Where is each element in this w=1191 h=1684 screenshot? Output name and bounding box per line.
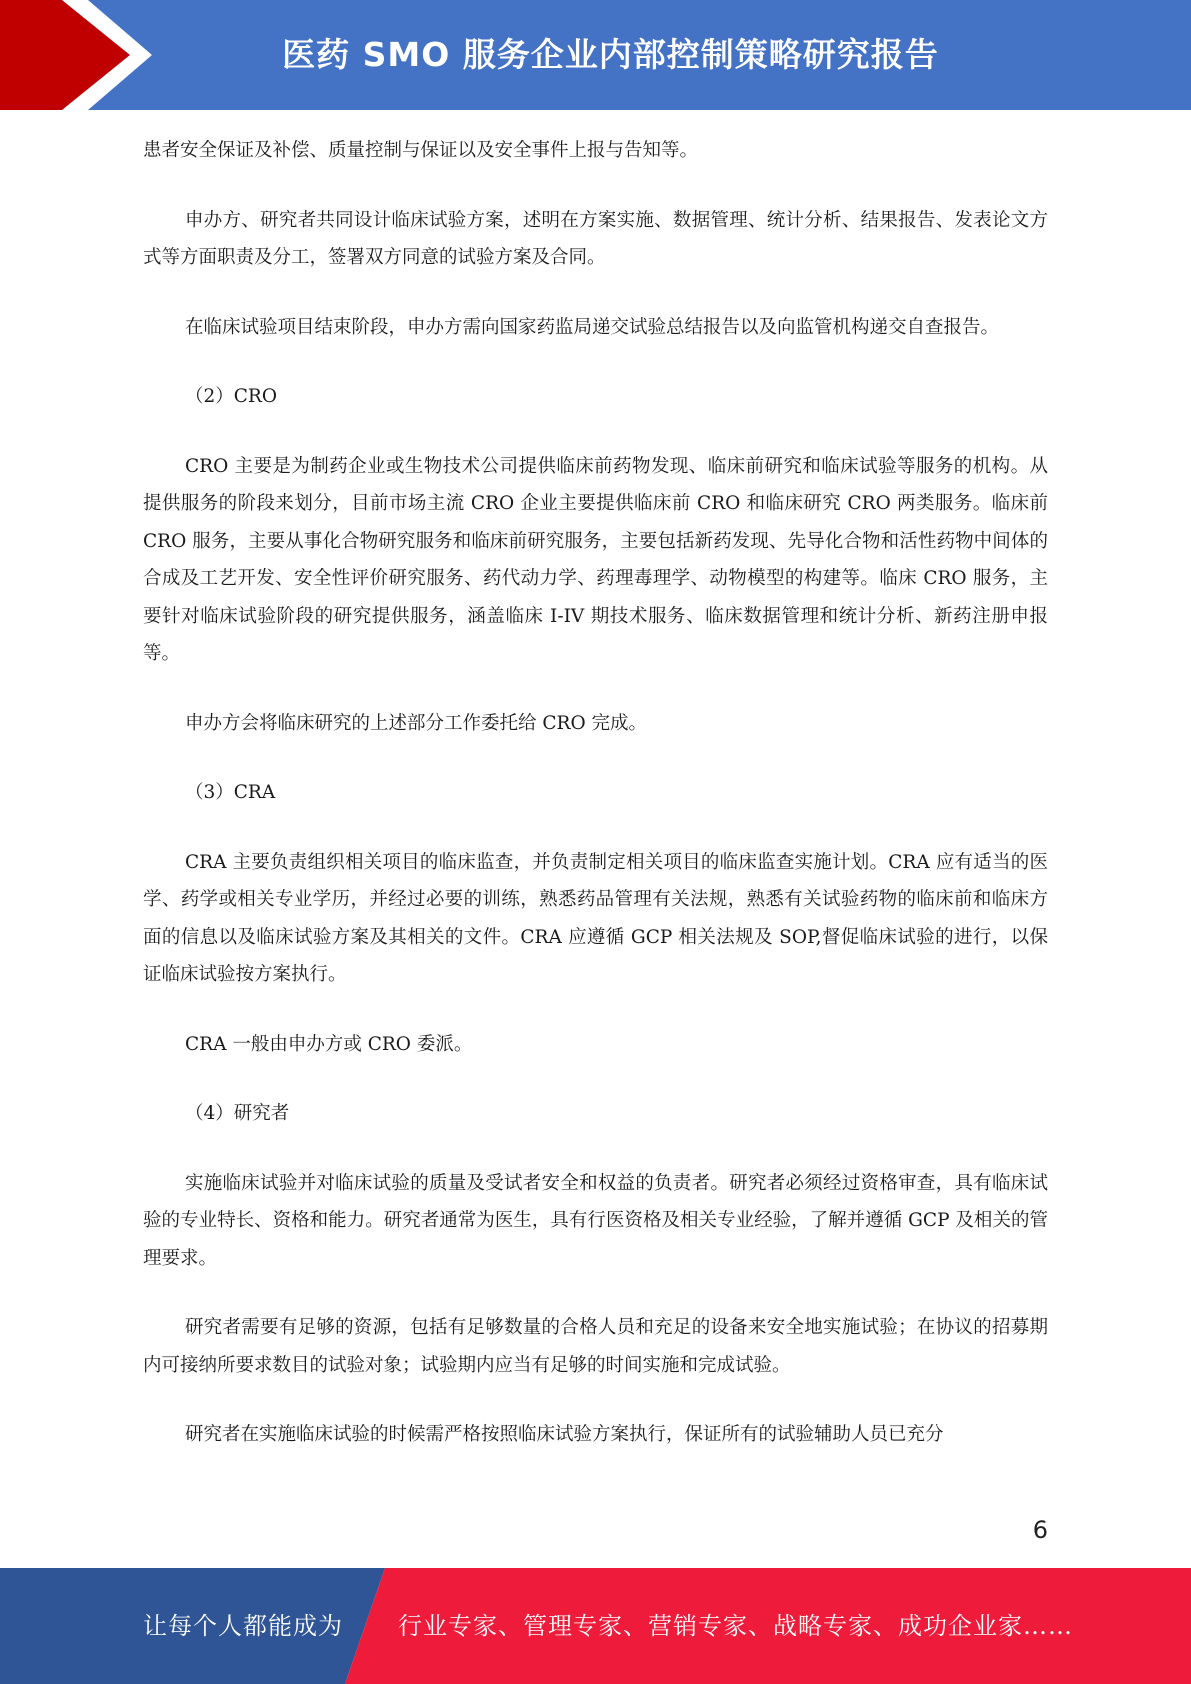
paragraph: CRO 主要是为制药企业或生物技术公司提供临床前药物发现、临床前研究和临床试验等服务的机构。从提供服务的阶段来划分，目前市场主流 CRO 企业主要提供临床前 CRO 和临床研究 CRO 两类服务。临床前 CRO 服务，主要从事化合物研究服务和临床前研究服务，主要包括新药发现、先导化合物和活性药物中间体的合成及工艺开发、安全性评价研究服务、药代动力学、药理毒理学、动物模型的构建等。临床 CRO 服务，主要针对临床试验阶段的研究提供服务，涵盖临床 I-IV 期技术服务、临床数据管理和统计分析、新药注册申报等。 [143,455,1048,664]
paragraph: 申办方会将临床研究的上述部分工作委托给 CRO 完成。 [185,712,648,734]
page-header [0,0,1191,110]
paragraph: 研究者在实施临床试验的时候需严格按照临床试验方案执行，保证所有的试验辅助人员已充分 [185,1424,944,1445]
paragraph: 申办方、研究者共同设计临床试验方案，述明在方案实施、数据管理、统计分析、结果报告、发表论文方式等方面职责及分工，签署双方同意的试验方案及合同。 [143,209,1048,268]
report-title: 医药 SMO 服务企业内部控制策略研究报告 [282,35,939,74]
paragraph: 实施临床试验并对临床试验的质量及受试者安全和权益的负责者。研究者必须经过资格审查，具有临床试验的专业特长、资格和能力。研究者通常为医生，具有行医资格及相关专业经验，了解并遵循 GCP 及相关的管理要求。 [143,1172,1048,1269]
page-number: 6 [1032,1516,1048,1544]
paragraph: 在临床试验项目结束阶段，申办方需向国家药监局递交试验总结报告以及向监管机构递交自查报告。 [185,316,1000,338]
section-heading-cra: （3）CRA [185,782,276,803]
paragraph: 患者安全保证及补偿、质量控制与保证以及安全事件上报与告知等。 [143,140,699,161]
footer-slogan-right: 行业专家、管理专家、营销专家、战略专家、成功企业家…… [398,1612,1073,1640]
section-heading-cro: （2）CRO [185,386,278,407]
paragraph: CRA 主要负责组织相关项目的临床监查，并负责制定相关项目的临床监查实施计划。CRA 应有适当的医学、药学或相关专业学历，并经过必要的训练，熟悉药品管理有关法规，熟悉有关试验药物的临床前和临床方面的信息以及临床试验方案及其相关的文件。CRA 应遵循 GCP 相关法规及 SOP,督促临床试验的进行，以保证临床试验按方案执行。 [143,851,1048,985]
page-footer [0,1568,1191,1684]
document-body [143,132,1048,1486]
paragraph: CRA 一般由申办方或 CRO 委派。 [185,1033,473,1055]
footer-slogan-left: 让每个人都能成为 [143,1612,343,1640]
paragraph: 研究者需要有足够的资源，包括有足够数量的合格人员和充足的设备来安全地实施试验；在协议的招募期内可接纳所要求数目的试验对象；试验期内应当有足够的时间实施和完成试验。 [143,1317,1048,1376]
section-heading-investigator: （4）研究者 [185,1103,290,1124]
